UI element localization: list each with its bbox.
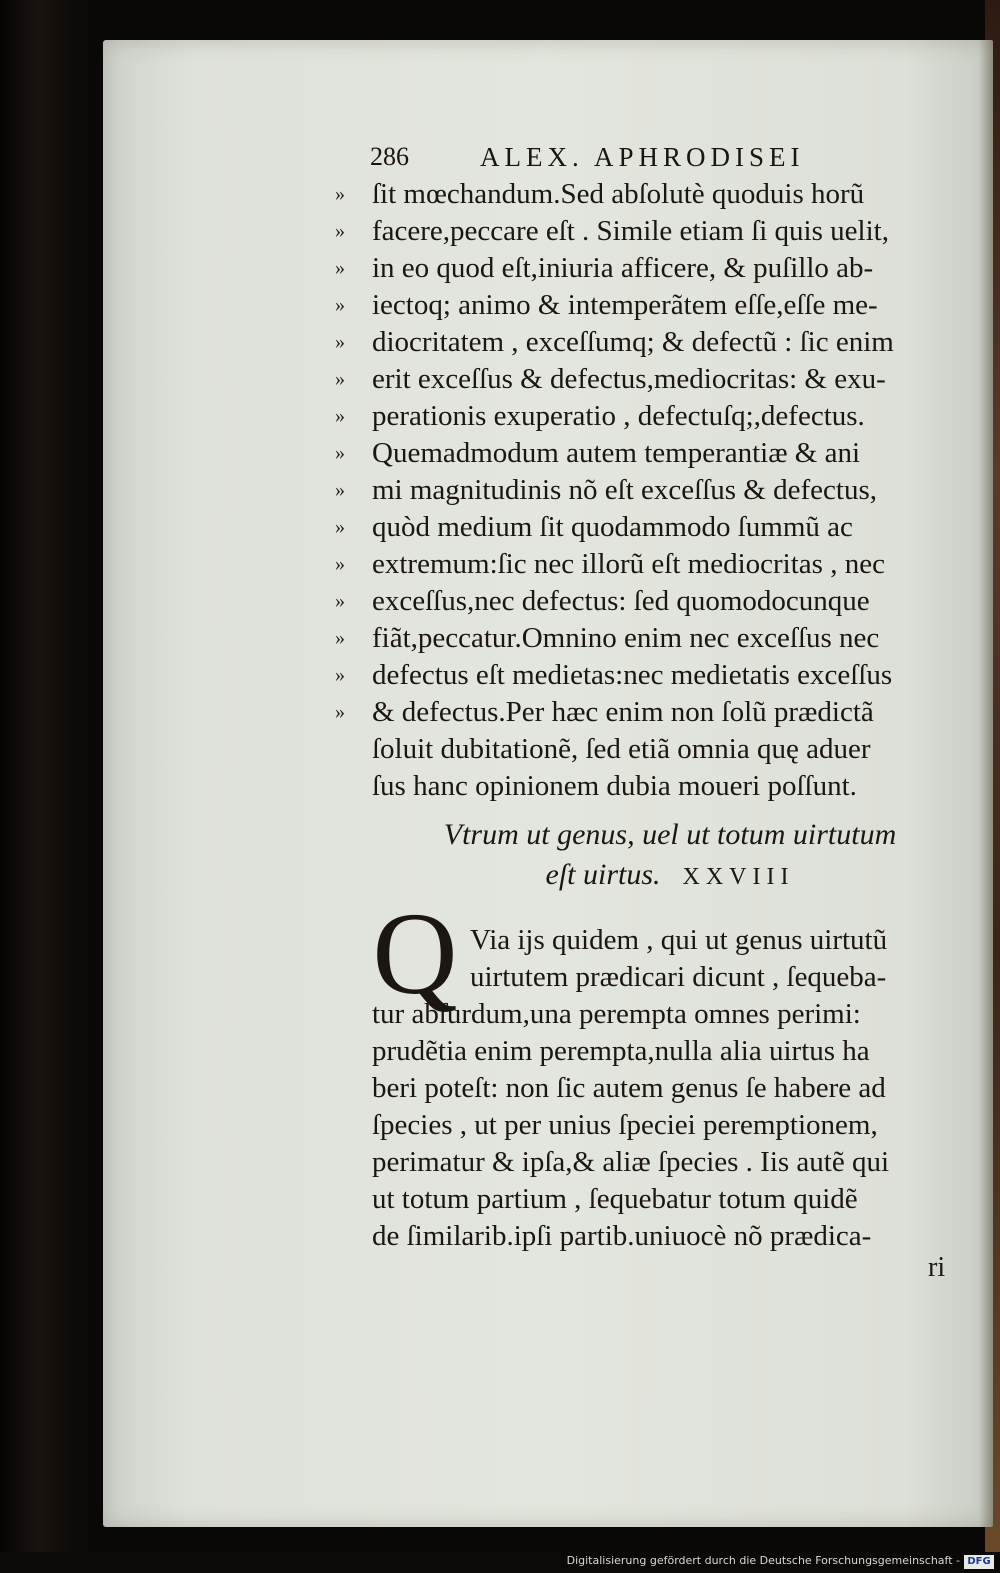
- digitization-footer: [0, 1552, 1000, 1573]
- quote-mark: »: [335, 590, 345, 612]
- quote-mark: »: [335, 257, 345, 279]
- line-text: beri poteſt: non ſic autem genus ſe habere ad: [372, 1072, 886, 1104]
- page-gutter-shadow: [979, 40, 993, 1527]
- text-line: [335, 287, 975, 324]
- text-line: [335, 694, 975, 731]
- line-text: uirtutem prædicari dicunt , ſequeba-: [470, 961, 887, 993]
- text-line: [372, 1070, 972, 1107]
- line-text: & defectus.Per hæc enim non ſolũ prædictã: [372, 696, 874, 728]
- text-line: [335, 768, 975, 805]
- heading-line-1: Vtrum ut genus, uel ut totum uirtutum: [443, 818, 897, 851]
- quote-mark: »: [335, 368, 345, 390]
- quote-mark: »: [335, 405, 345, 427]
- footer-credit: Digitalisierung gefördert durch die Deutsche Forschungsgemeinschaft -: [566, 1554, 960, 1567]
- line-text: mi magnitudinis nõ eſt exceſſus & defectus,: [372, 474, 877, 506]
- quote-mark: »: [335, 183, 345, 205]
- text-line: [335, 361, 975, 398]
- text-line: [335, 472, 975, 509]
- running-title: ALEX. APHRODISEI: [480, 142, 805, 172]
- line-text: de ſimilarib.ipſi partib.uniuocè nõ prædica-: [372, 1220, 872, 1252]
- quote-mark: »: [335, 516, 345, 538]
- line-text: perimatur & ipſa,& aliæ ſpecies . Iis autẽ qui: [372, 1146, 890, 1178]
- quote-mark: »: [335, 331, 345, 353]
- quote-mark: »: [335, 442, 345, 464]
- quote-mark: »: [335, 294, 345, 316]
- text-line: [335, 398, 975, 435]
- line-text: Quemadmodum autem temperantiæ & ani: [372, 437, 861, 469]
- chapter-number: XXVIII: [682, 864, 795, 890]
- quote-mark: »: [335, 553, 345, 575]
- line-text: defectus eſt medietas:nec medietatis exceſſus: [372, 659, 893, 691]
- line-text: prudẽtia enim perempta,nulla alia uirtus ha: [372, 1035, 870, 1067]
- quote-mark: »: [335, 701, 345, 723]
- dfg-logo[interactable]: DFG: [964, 1555, 994, 1569]
- line-text: tur abſurdum,una perempta omnes perimi:: [372, 998, 861, 1030]
- line-text: iectoq; animo & intemperãtem eſſe,eſſe me-: [372, 289, 878, 321]
- heading-line-2: [410, 855, 930, 895]
- text-line: [335, 435, 975, 472]
- text-line: [335, 213, 975, 250]
- line-text: ut totum partium , ſequebatur totum quidẽ: [372, 1183, 858, 1215]
- line-text: quòd medium ſit quodammodo ſummũ ac: [372, 511, 853, 543]
- text-line: [335, 657, 975, 694]
- decorated-initial: Q: [372, 888, 458, 1019]
- quoted-text-block: [335, 176, 975, 805]
- text-line: [372, 1181, 972, 1218]
- quote-mark: »: [335, 664, 345, 686]
- line-text: ſpecies , ut per unius ſpeciei peremptionem,: [372, 1109, 878, 1141]
- line-text: Via ijs quidem , qui ut genus uirtutũ: [470, 924, 888, 956]
- text-line: [372, 922, 972, 959]
- text-line: [372, 1033, 972, 1070]
- text-line: [372, 1218, 972, 1255]
- text-line: [335, 546, 975, 583]
- text-line: [335, 583, 975, 620]
- line-text: ſit mœchandum.Sed abſolutè quoduis horũ: [372, 178, 865, 210]
- quote-mark: »: [335, 479, 345, 501]
- text-line: [335, 250, 975, 287]
- quote-mark: »: [335, 220, 345, 242]
- heading-line-2-text: eſt uirtus.: [545, 858, 661, 891]
- quote-mark: »: [335, 627, 345, 649]
- line-text: diocritatem , exceſſumq; & defectũ : ſic enim: [372, 326, 894, 358]
- page-header: [370, 138, 970, 178]
- line-text: perationis exuperatio , defectuſq;,defectus.: [372, 400, 865, 432]
- text-line: [335, 731, 975, 768]
- line-text: extremum:ſic nec illorũ eſt mediocritas , nec: [372, 548, 885, 580]
- text-line: [372, 1107, 972, 1144]
- line-text: ſus hanc opinionem dubia moueri poſſunt.: [372, 770, 857, 802]
- text-line: [335, 324, 975, 361]
- page-number: 286: [370, 142, 409, 171]
- text-line: [335, 176, 975, 213]
- line-text: fiãt,peccatur.Omnino enim nec exceſſus nec: [372, 622, 880, 654]
- line-text: ſoluit dubitationẽ, ſed etiã omnia quę aduer: [372, 733, 871, 765]
- chapter-heading: [410, 815, 930, 895]
- text-line: [335, 620, 975, 657]
- text-line: [372, 959, 972, 996]
- line-text: exceſſus,nec defectus: ſed quomodocunque: [372, 585, 870, 617]
- text-line: [372, 1144, 972, 1181]
- text-line: [372, 996, 972, 1033]
- chapter-paragraph: [372, 922, 972, 1255]
- text-line: [335, 509, 975, 546]
- catchword: ri: [928, 1252, 946, 1283]
- line-text: in eo quod eſt,iniuria afficere, & puſillo ab-: [372, 252, 874, 284]
- line-text: facere,peccare eſt . Simile etiam ſi quis uelit,: [372, 215, 889, 247]
- line-text: erit exceſſus & defectus,mediocritas: & exu-: [372, 363, 886, 395]
